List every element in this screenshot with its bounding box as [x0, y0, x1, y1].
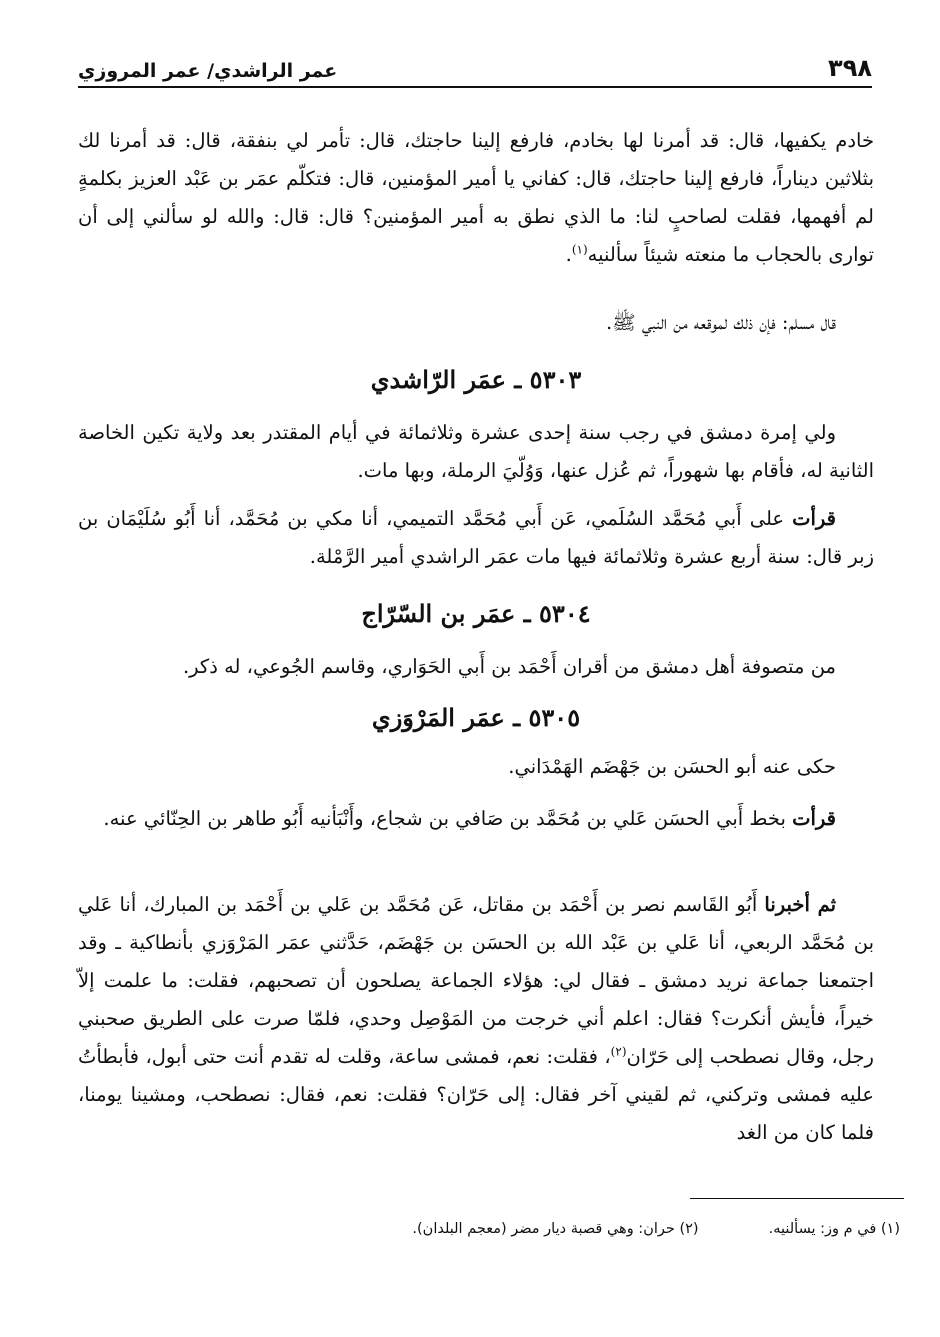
paragraph-continuation — [78, 122, 874, 274]
paragraph-sarraj — [78, 648, 874, 686]
paragraph-text: حكى عنه أبو الحسَن بن جَهْضَم الهَمْدَاني. — [508, 755, 836, 778]
lead-word: قرأت — [792, 807, 836, 830]
entry-heading-5304: ٥٣٠٤ ـ عمَر بن السّرّاج — [361, 599, 591, 628]
paragraph-text: على أَبي مُحَمَّد السُلَمي، عَن أَبي مُحَمَّد التميمي، أنا مكي بن مُحَمَّد، أنا أَبُو سُلَيْمَان بن زبر قال: سنة أربع عشرة وثلاثمائة فيها مات عمَر الراشدي أمير الرَّمْلة. — [78, 507, 874, 568]
lead-word: ثم أخبرنا — [764, 893, 836, 916]
footnote-reference: (١) — [571, 242, 588, 257]
page-number: ٣٩٨ — [828, 54, 872, 82]
footnote-1 — [769, 1217, 900, 1241]
paragraph-rashidi-bio — [78, 414, 874, 490]
footnote-text: في م وز: يسألنيه. — [768, 1221, 877, 1237]
paragraph-end: . — [565, 243, 572, 266]
paragraph-text-continued: ، فقلت: نعم، فمشى ساعة، وقلت له تقدم أنت حتى أبول، فأبطأتُ عليه فمشى وتركني، ثم لقيني آخر فقال: إلى حَرّان؟ فقلت: نعم، فقال: نصطحب، ومشينا يومنا، فلما كان من الغد — [78, 1045, 874, 1144]
entry-heading-5305: ٥٣٠٥ ـ عمَر المَرْوَزي — [371, 703, 581, 732]
paragraph-marwazi-hika — [78, 748, 874, 786]
paragraph-text: بخط أَبي الحسَن عَلي بن مُحَمَّد بن صَافي بن شجاع، وأَنْبَأنيه أَبُو طاهر بن الحِنّائي عنه. — [103, 807, 793, 830]
footnote-2 — [412, 1217, 698, 1241]
paragraph-text: أَبُو القَاسم نصر بن أَحْمَد بن مقاتل، عَن مُحَمَّد بن عَلي بن أَحْمَد بن المبارك، أنا عَلي بن مُحَمَّد الربعي، أنا عَلي بن عَبْد الله بن الحسَن بن جَهْضَم، حَدَّثني عمَر المَرْوَزي بأنطاكية ـ وقد اجتمعنا جماعة نريد دمشق ـ فقال لي: هؤلاء الجماعة يصلحون أن تصحبهم، فقلت: ما علمت إلاّ خيراً، فأيش أنكرت؟ فقال: اعلم أني خرجت من المَوْصِل وحدي، فلمّا صرت على الطريق صحبني رجل، وقال نصطحب إلى حَرّان — [78, 893, 874, 1068]
paragraph-marwazi-story — [78, 886, 874, 1152]
paragraph-muslim — [78, 304, 874, 342]
footnote-mark: (١) — [880, 1221, 900, 1237]
paragraph-text: خادم يكفيها، قال: قد أمرنا لها بخادم، فارفع إلينا حاجتك، قال: تأمر لي بنفقة، قال: قد أمرنا لك بثلاثين ديناراً، فارفع إلينا حاجتك، قال: كفاني يا أمير المؤمنين، قال: فتكلّم عمَر بن عَبْد العزيز بكلمةٍ لم أفهمها، فقلت لصاحبٍ لنا: ما الذي نطق به أمير المؤمنين؟ قال: قال: والله لو سألني إلى أن توارى بالحجاب ما منعته شيئاً سألنيه — [78, 129, 874, 266]
footnote-mark: (٢) — [679, 1221, 699, 1237]
paragraph-text: من متصوفة أهل دمشق من أقران أَحْمَد بن أَبي الحَوَاري، وقاسم الجُوعي، له ذكر. — [182, 655, 836, 678]
entry-heading-5303: ٥٣٠٣ ـ عمَر الرّاشدي — [370, 365, 582, 394]
footnote-reference: (٢) — [610, 1044, 627, 1059]
footnote-text: حران: وهي قصبة ديار مضر (معجم البلدان). — [412, 1221, 675, 1237]
running-title: عمر الراشدي/ عمر المروزي — [78, 60, 338, 82]
lead-word: قرأت — [792, 507, 836, 530]
footnotes — [78, 1217, 900, 1241]
paragraph-text: ولي إمرة دمشق في رجب سنة إحدى عشرة وثلاثمائة في أيام المقتدر بعد ولاية تكين الخاصة الثانية له، فأقام بها شهوراً، ثم عُزل عنها، وَوُلّيَ الرملة، وبها مات. — [78, 421, 874, 482]
footnote-divider — [690, 1198, 904, 1199]
page-header — [78, 50, 872, 88]
paragraph-marwazi-khatt — [78, 800, 874, 838]
paragraph-text: قال مسلم: فإن ذلك لموقعه من النبي ﷺ. — [605, 311, 836, 334]
paragraph-rashidi-isnad — [78, 500, 874, 576]
